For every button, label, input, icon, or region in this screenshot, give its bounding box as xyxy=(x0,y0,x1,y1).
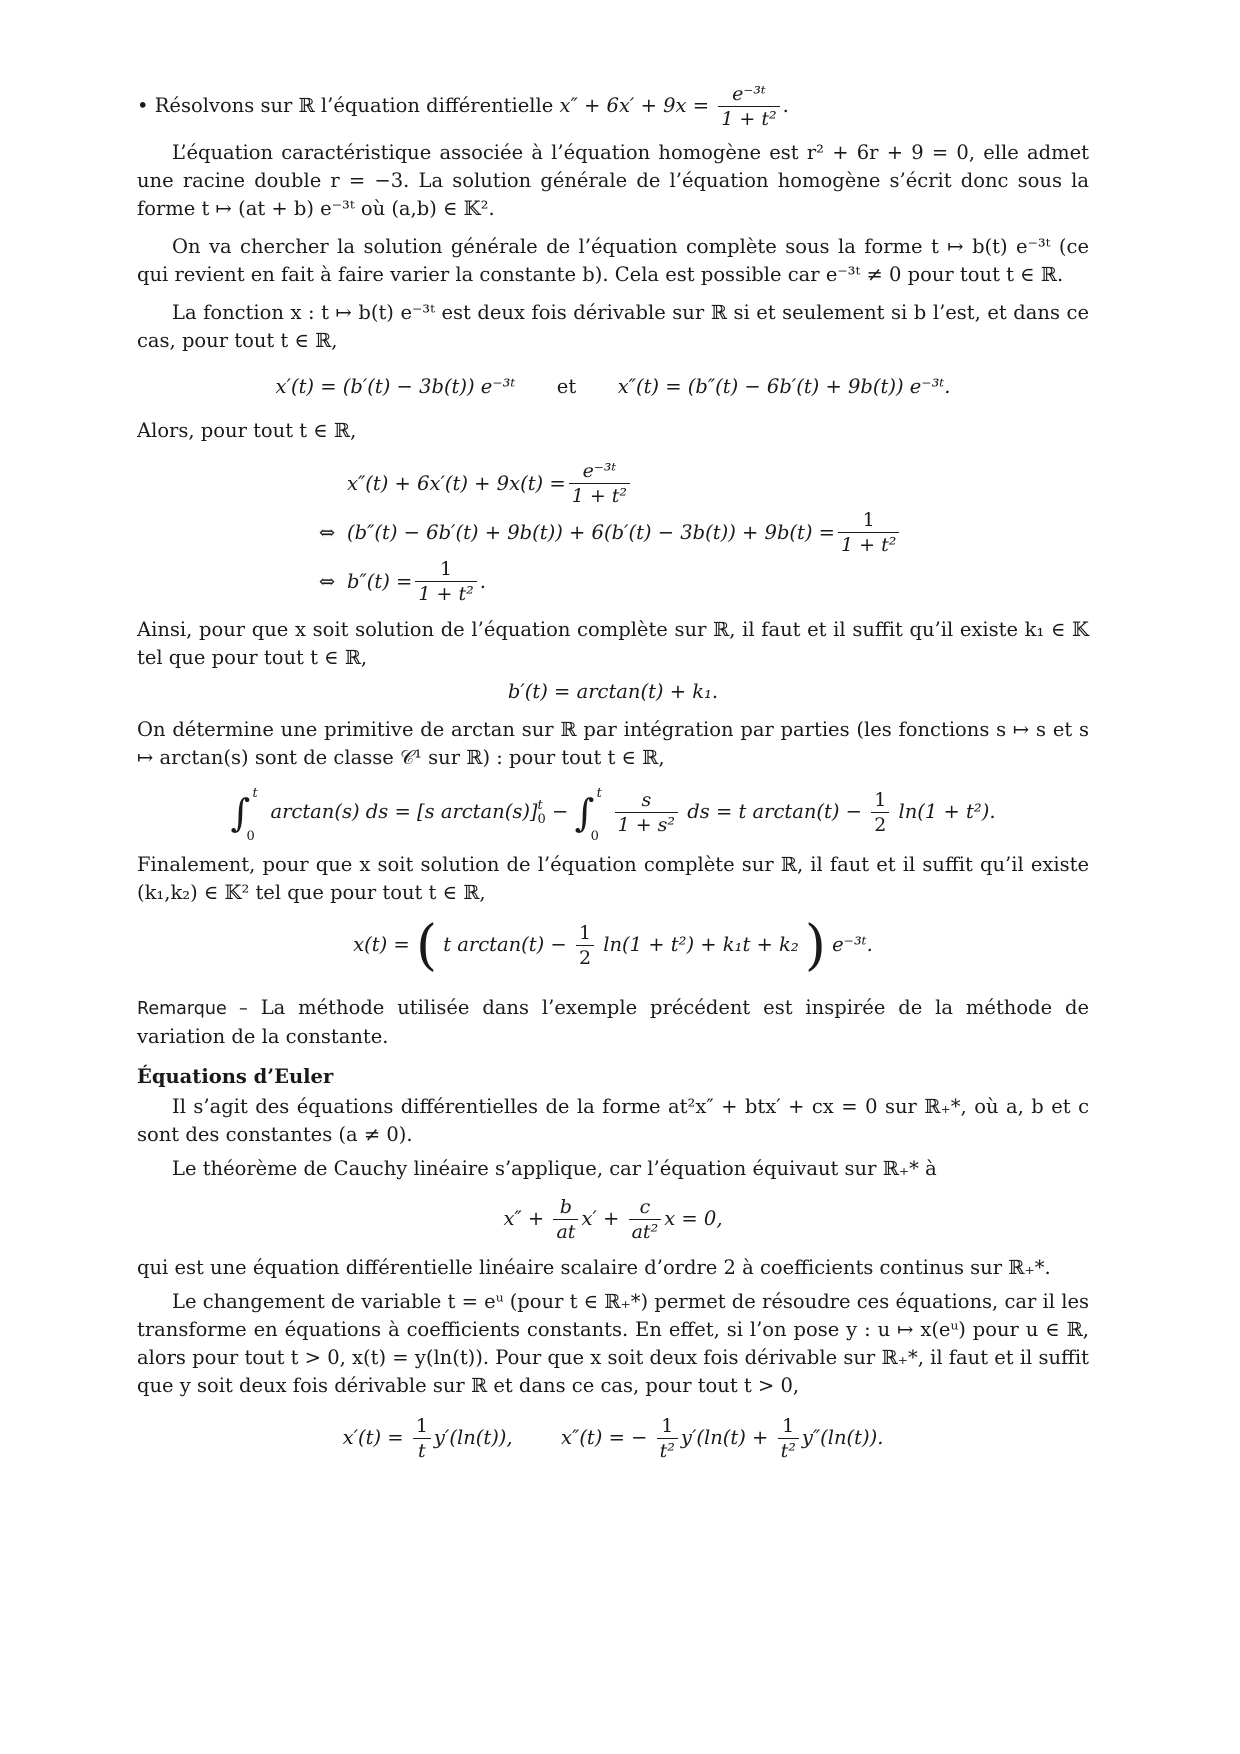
left-paren: ( xyxy=(415,913,438,977)
paragraph-function: La fonction x : t ↦ b(t) e⁻³ᵗ est deux fois dérivable sur ℝ si et seulement si b l’est, et dans ce cas, pour tout t ∈ ℝ, xyxy=(137,301,1089,352)
minus-sign: − xyxy=(552,800,569,823)
row3-lhs: b″(t) = xyxy=(347,569,413,593)
and-word: et xyxy=(556,375,577,398)
integral-sign-2: ∫ t 0 xyxy=(574,785,602,844)
integral-sign: ∫ t 0 xyxy=(230,785,258,844)
row3-fraction xyxy=(415,557,476,606)
remark-text: La méthode utilisée dans l’exemple précédent est inspirée de la méthode de variation de la constante. xyxy=(137,996,1090,1048)
euler-heading: Équations d’Euler xyxy=(137,1065,334,1088)
paragraph-characteristic: L’équation caractéristique associée à l’équation homogène est r² + 6r + 9 = 0, elle admet une racine double r = −3. La solution générale de l’équation homogène s’écrit donc sous la forme t ↦ (at + b) e⁻³ᵗ où (a,b) ∈ 𝕂². xyxy=(137,141,1089,220)
remark-paragraph xyxy=(137,994,1089,1051)
general-solution xyxy=(137,913,1089,977)
iff-symbol: ⇔ xyxy=(318,569,336,593)
euler-frac-2: $\frac{c}{\text{at²}}$ xyxy=(629,1195,662,1244)
paragraph-variation: On va chercher la solution générale de l’équation complète sous la forme t ↦ b(t) e⁻³ᵗ (ce qui revient en fait à faire varier la constante b). Cela est possible car e⁻³ᵗ ≠ 0 pour tout t ∈ ℝ. xyxy=(137,235,1089,286)
intro-frac-num: e⁻³ᵗ xyxy=(718,82,779,107)
euler-last-frac-1: $\frac{1}{t}$ xyxy=(413,1414,431,1463)
intro-lead: Résolvons sur ℝ l’équation différentielle xyxy=(154,94,554,117)
integral-left: arctan(s) ds = [s arctan(s)] xyxy=(270,800,538,823)
euler-last-e: y″(ln(t)). xyxy=(801,1426,884,1449)
solution-half: $\frac{1}{2}$ xyxy=(576,921,594,970)
euler-last-c: x″(t) = − xyxy=(561,1426,648,1449)
euler-paragraph-2: Le théorème de Cauchy linéaire s’applique, car l’équation équivaut sur ℝ₊* à xyxy=(172,1157,937,1180)
second-derivative: x″(t) = (b″(t) − 6b′(t) + 9b(t)) e⁻³ᵗ. xyxy=(617,375,951,398)
derivatives-equation xyxy=(137,373,1089,401)
row1-lhs: x″(t) + 6x′(t) + 9x(t) = xyxy=(347,471,566,495)
intro-frac-den: 1 + t² xyxy=(721,108,777,130)
paragraph-then: Alors, pour tout t ∈ ℝ, xyxy=(137,419,357,442)
row2-fraction xyxy=(838,508,899,557)
row1-num: e⁻³ᵗ xyxy=(569,459,630,484)
paragraph-thus: Ainsi, pour que x soit solution de l’équation complète sur ℝ, il faut et il suffit qu’il existe k₁ ∈ 𝕂 tel que pour tout t ∈ ℝ, xyxy=(137,618,1089,669)
half-fraction: $\frac{1}{2}$ xyxy=(871,788,889,837)
remark-label: Remarque – xyxy=(137,999,248,1019)
paragraph-finally: Finalement, pour que x soit solution de l’équation complète sur ℝ, il faut et il suffit qu’il existe (k₁,k₂) ∈ 𝕂² tel que pour tout t ∈ ℝ, xyxy=(137,853,1089,904)
bullet: • xyxy=(137,94,149,117)
euler-last-b: y′(ln(t)), xyxy=(433,1426,513,1449)
equivalence-row-3 xyxy=(307,557,1089,606)
right-paren: ) xyxy=(804,913,826,977)
row3-tail: . xyxy=(479,569,486,593)
row2-lhs: (b″(t) − 6b′(t) + 9b(t)) + 6(b′(t) − 3b(t)) + 9b(t) = xyxy=(347,520,836,544)
first-derivative: x′(t) = (b′(t) − 3b(t)) e⁻³ᵗ xyxy=(275,375,516,398)
integration-equation xyxy=(137,785,1089,844)
bracket-bounds: t 0 xyxy=(537,797,546,827)
solution-tail: e⁻³ᵗ. xyxy=(832,933,873,956)
solution-b: ln(1 + t²) + k₁t + k₂ xyxy=(603,933,799,956)
equivalence-row-1 xyxy=(307,459,1089,508)
intro-fraction xyxy=(718,82,779,131)
intro-line xyxy=(137,82,1089,131)
integrand-fraction xyxy=(615,788,678,837)
document-page xyxy=(137,82,1089,1463)
paragraph-integration: On détermine une primitive de arctan sur ℝ par intégration par parties (les fonctions s ↦ s et s ↦ arctan(s) sont de classe 𝒞¹ sur ℝ) : pour tout t ∈ ℝ, xyxy=(137,718,1089,769)
euler-eq-c: x = 0, xyxy=(664,1207,723,1230)
iff-symbol: ⇔ xyxy=(318,520,336,544)
euler-last-frac-2: $\frac{1}{\text{t²}}$ xyxy=(657,1414,678,1463)
bprime-equation: b′(t) = arctan(t) + k₁. xyxy=(507,680,719,703)
solution-lhs: x(t) = xyxy=(353,933,410,956)
integral-result: ds = t arctan(t) − xyxy=(687,800,863,823)
equivalence-row-2 xyxy=(307,508,1089,557)
euler-last-d: y′(ln(t) + xyxy=(680,1426,769,1449)
row2-num: 1 xyxy=(838,508,899,533)
row1-fraction xyxy=(569,459,630,508)
euler-eq-b: x′ + xyxy=(581,1207,620,1230)
integral-tail: ln(1 + t²). xyxy=(898,800,996,823)
integrand-num: s xyxy=(615,788,678,813)
euler-paragraph-3: qui est une équation différentielle linéaire scalaire d’ordre 2 à coefficients continus sur ℝ₊*. xyxy=(137,1256,1051,1279)
intro-eq-lhs: x″ + 6x′ + 9x = xyxy=(559,94,710,117)
euler-last-a: x′(t) = xyxy=(342,1426,404,1449)
solution-a: t arctan(t) − xyxy=(443,933,567,956)
euler-paragraph-4: Le changement de variable t = eᵘ (pour t ∈ ℝ₊*) permet de résoudre ces équations, car il les transforme en équations à coefficients constants. En effet, si l’on pose y : u ↦ x(eᵘ) pour u ∈ ℝ, alors pour tout t > 0, x(t) = y(ln(t)). Pour que x soit deux fois dérivable sur ℝ₊*, il faut et il suffit que y soit deux fois dérivable sur ℝ et dans ce cas, pour tout t > 0, xyxy=(137,1290,1089,1397)
row1-den: 1 + t² xyxy=(571,485,628,507)
intro-tail: . xyxy=(782,94,789,117)
row2-den: 1 + t² xyxy=(841,534,897,556)
euler-derivatives xyxy=(137,1414,1089,1463)
euler-eq-a: x″ + xyxy=(503,1207,545,1230)
euler-normalized-equation xyxy=(137,1195,1089,1244)
equivalence-chain xyxy=(307,459,1089,606)
euler-paragraph-1: Il s’agit des équations différentielles de la forme at²x″ + btx′ + cx = 0 sur ℝ₊*, où a, b et c sont des constantes (a ≠ 0). xyxy=(137,1095,1089,1146)
euler-frac-1: $\frac{b}{at}$ xyxy=(553,1195,578,1244)
integrand-den: 1 + s² xyxy=(617,814,676,836)
row3-den: 1 + t² xyxy=(418,583,474,605)
euler-last-frac-3: $\frac{1}{\text{t²}}$ xyxy=(778,1414,799,1463)
row3-num: 1 xyxy=(415,557,476,582)
